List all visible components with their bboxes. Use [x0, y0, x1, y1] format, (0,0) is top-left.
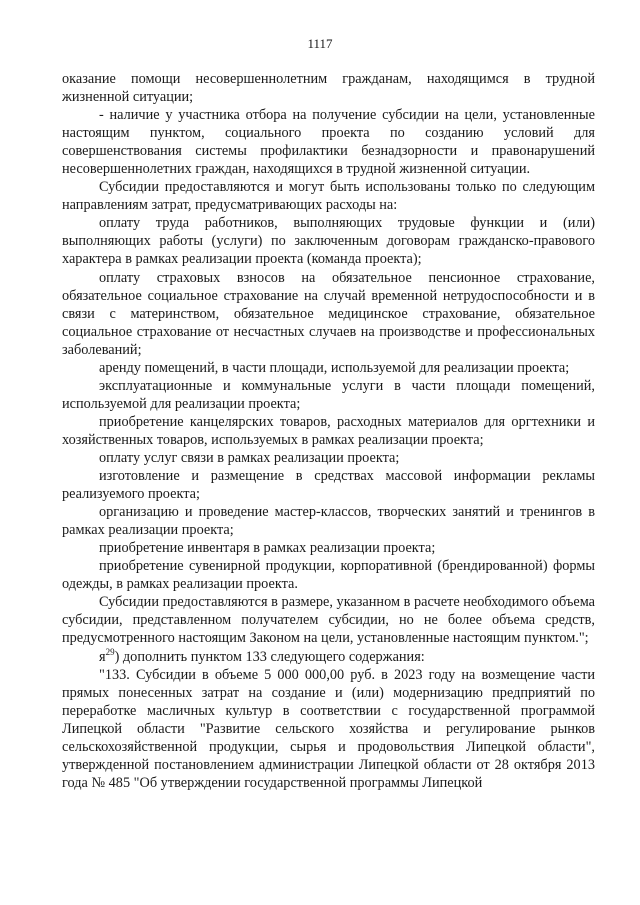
paragraph: оплату труда работников, выполняющих трудовые функции и (или) выполняющих работы (услуги) по заключенным договорам гражданско-правового характера в рамках реализации проекта (команда проекта); [62, 215, 595, 268]
amendment-superscript: 29 [105, 646, 115, 657]
paragraph: - наличие у участника отбора на получение субсидии на цели, установленные настоящим пунктом, социального проекта по созданию условий для совершенствования системы профилактики безнадзорности и правонарушений несовершеннолетних граждан, находящихся в трудной жизненной ситуации. [62, 107, 595, 178]
paragraph: организацию и проведение мастер-классов, творческих занятий и тренингов в рамках реализации проекта; [62, 504, 595, 539]
amendment-line [62, 648, 595, 666]
closing-paragraph: "133. Субсидии в объеме 5 000 000,00 руб. в 2023 году на возмещение части прямых понесенных затрат на создание и (или) модернизацию предприятий по переработке масличных культур в соответствии с государственной программой Липецкой области "Развитие сельского хозяйства и регулирование рынков сельскохозяйственной продукции, сырья и продовольствия Липецкой области", утвержденной постановлением администрации Липецкой области от 28 октября 2013 года № 485 "Об утверждении государственной программы Липецкой [62, 666, 595, 791]
paragraph: приобретение инвентаря в рамках реализации проекта; [99, 540, 436, 557]
paragraph: приобретение сувенирной продукции, корпоративной (брендированной) формы одежды, в рамках реализации проекта. [62, 558, 595, 593]
page-number: 1117 [307, 36, 333, 51]
paragraph: аренду помещений, в части площади, используемой для реализации проекта; [99, 359, 570, 376]
amendment-text: ) дополнить пунктом 133 следующего содержания: [114, 648, 425, 665]
paragraph: оплату страховых взносов на обязательное пенсионное страхование, обязательное социальное страхование на случай временной нетрудоспособности и в связи с материнством, обязательное медицинское страхование, обязательное социальное страхование от несчастных случаев на производстве и профессиональных заболеваний; [62, 269, 595, 358]
paragraph: изготовление и размещение в средствах массовой информации рекламы реализуемого проекта; [62, 468, 595, 503]
paragraph: Субсидии предоставляются в размере, указанном в расчете необходимого объема субсидии, представленном получателем субсидии, но не более объема средств, предусмотренного настоящим Законом на цели, установленные настоящим пунктом."; [62, 594, 595, 647]
paragraph: Субсидии предоставляются и могут быть использованы только по следующим направлениям затрат, предусматривающих расходы на: [62, 179, 595, 214]
paragraph: оплату услуг связи в рамках реализации проекта; [99, 449, 400, 466]
paragraph: приобретение канцелярских товаров, расходных материалов для оргтехники и хозяйственных товаров, используемых в рамках реализации проекта; [62, 413, 595, 448]
amendment-letter: я [99, 648, 106, 665]
paragraph: оказание помощи несовершеннолетним гражданам, находящимся в трудной жизненной ситуации; [62, 71, 595, 106]
document-body [62, 70, 595, 792]
paragraph: эксплуатационные и коммунальные услуги в части площади помещений, используемой для реализации проекта; [62, 377, 595, 412]
